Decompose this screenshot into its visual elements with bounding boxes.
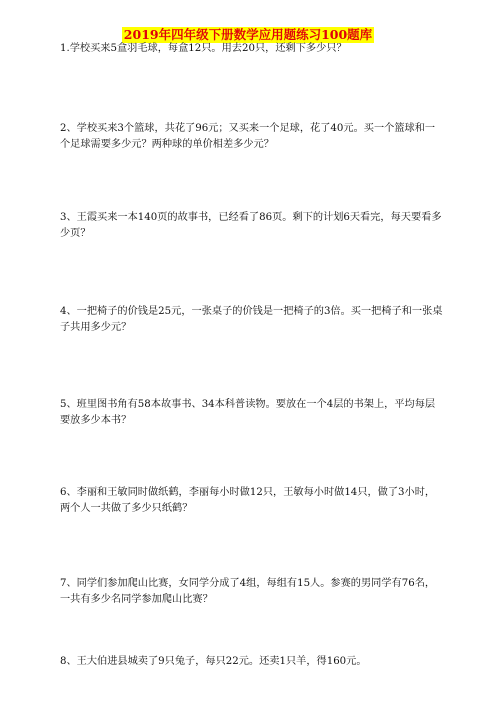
question-3: 3、王霞买来一本140页的故事书，已经看了86页。剩下的计划6天看完，每天要看多少页？ <box>60 212 442 239</box>
question-6: 6、李丽和王敏同时做纸鹤，李丽每小时做12只，王敏每小时做14只，做了3小时，两个人一共做了多少只纸鹤？ <box>60 487 436 514</box>
question-7: 7、同学们参加爬山比赛，女同学分成了4组，每组有15人。参赛的男同学有76名，一共有多少名同学参加爬山比赛？ <box>60 578 436 605</box>
question-5: 5、班里图书角有58本故事书、34本科普读物。要放在一个4层的书架上，平均每层要放多少本书？ <box>60 399 436 426</box>
question-8: 8、王大伯进县城卖了9只兔子，每只22元。还卖1只羊，得160元。 <box>60 656 367 667</box>
question-2: 2、学校买来3个篮球，共花了96元；又买来一个足球，花了40元。买一个篮球和一个足球需要多少元？两种球的单价相差多少元？ <box>60 123 436 150</box>
question-4: 4、一把椅子的价钱是25元，一张桌子的价钱是一把椅子的3倍。买一把椅子和一张桌子共用多少元？ <box>60 306 443 333</box>
document-title: 2019年四年级下册数学应用题练习100题库 <box>123 27 373 42</box>
question-1: 1.学校买来5盒羽毛球，每盒12只。用去20只，还剩下多少只？ <box>60 43 347 54</box>
